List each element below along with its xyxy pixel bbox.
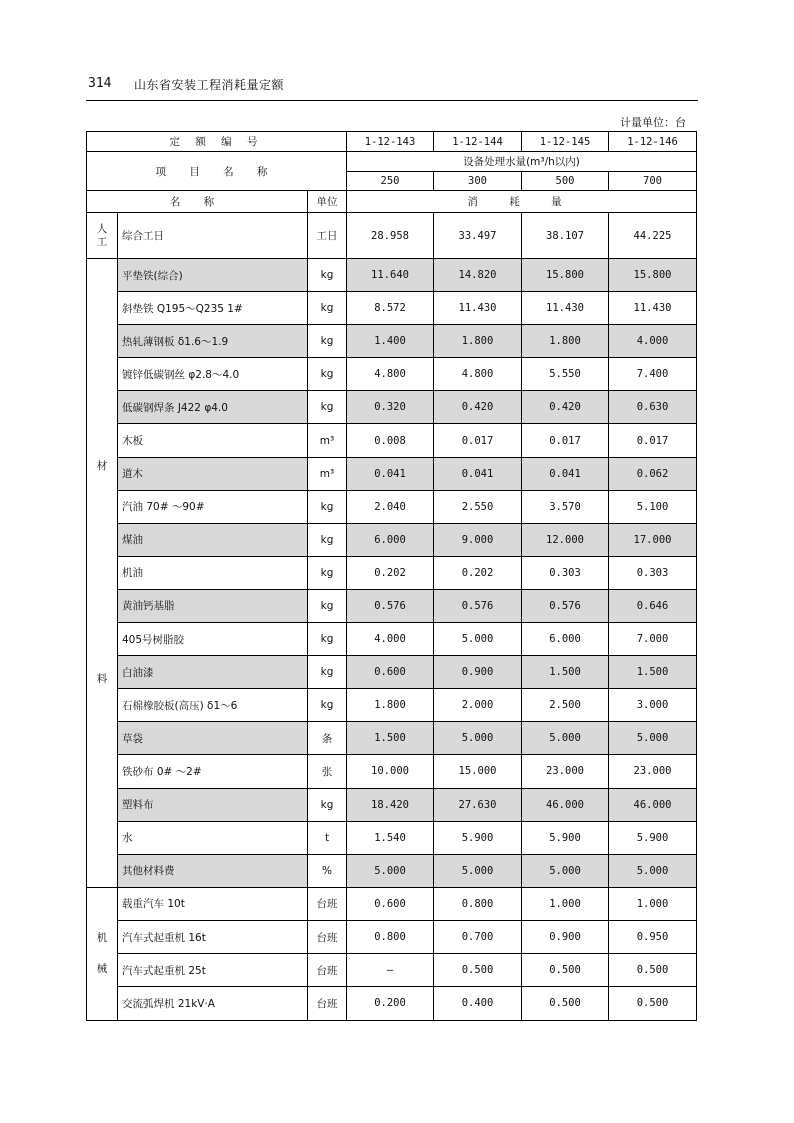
item-unit: 台班 [308, 920, 347, 953]
item-unit: kg [308, 325, 347, 358]
item-unit: 条 [308, 722, 347, 755]
item-name: 白油漆 [118, 656, 308, 689]
item-name: 汽车式起重机 25t [118, 954, 308, 987]
item-name: 煤油 [118, 523, 308, 556]
item-name: 草袋 [118, 722, 308, 755]
table-row [87, 656, 697, 689]
consumption-value: 1.500 [609, 656, 697, 689]
consumption-value: 0.041 [434, 457, 522, 490]
item-unit: kg [308, 259, 347, 292]
consumption-value: 0.500 [522, 954, 609, 987]
consumption-value: 23.000 [522, 755, 609, 788]
consumption-value: 14.820 [434, 259, 522, 292]
item-unit: kg [308, 689, 347, 722]
consumption-value: 0.303 [609, 556, 697, 589]
consumption-value: 4.000 [347, 623, 434, 656]
item-unit: 台班 [308, 987, 347, 1020]
consumption-value: 0.041 [347, 457, 434, 490]
page-number: 314 [88, 76, 112, 91]
item-unit: kg [308, 523, 347, 556]
item-unit: kg [308, 292, 347, 325]
item-name: 平垫铁(综合) [118, 259, 308, 292]
table-row [87, 325, 697, 358]
consumption-value: 11.640 [347, 259, 434, 292]
consumption-value: 5.100 [609, 490, 697, 523]
consumption-value: 0.646 [609, 589, 697, 622]
item-unit: kg [308, 656, 347, 689]
quota-code: 1-12-145 [522, 132, 609, 152]
consumption-value: 5.550 [522, 358, 609, 391]
quota-code-row [87, 132, 697, 152]
consumption-value: 2.500 [522, 689, 609, 722]
param-value: 700 [609, 172, 697, 191]
consumption-value: 0.202 [347, 556, 434, 589]
consumption-value: 38.107 [522, 213, 609, 259]
consumption-value: 44.225 [609, 213, 697, 259]
item-unit: kg [308, 788, 347, 821]
item-unit: kg [308, 623, 347, 656]
consumption-value: 0.017 [434, 424, 522, 457]
consumption-value: 15.800 [522, 259, 609, 292]
consumption-value: 0.900 [522, 920, 609, 953]
consumption-value: 0.950 [609, 920, 697, 953]
consumption-value: 0.400 [434, 987, 522, 1020]
item-name: 其他材料费 [118, 854, 308, 887]
table-row [87, 589, 697, 622]
consumption-value: 23.000 [609, 755, 697, 788]
item-unit: 工日 [308, 213, 347, 259]
consumption-value: 0.600 [347, 887, 434, 920]
item-name: 综合工日 [118, 213, 308, 259]
consumption-value: 0.017 [609, 424, 697, 457]
consumption-value: 17.000 [609, 523, 697, 556]
table-row [87, 987, 697, 1020]
section-label: 材 料 [87, 259, 118, 888]
table-row [87, 722, 697, 755]
consumption-value: 0.800 [434, 887, 522, 920]
item-name: 交流弧焊机 21kV·A [118, 987, 308, 1020]
consumption-value: 5.000 [434, 623, 522, 656]
table-row [87, 623, 697, 656]
consumption-value: 27.630 [434, 788, 522, 821]
consumption-value: 0.800 [347, 920, 434, 953]
consumption-value: 46.000 [609, 788, 697, 821]
item-name: 机油 [118, 556, 308, 589]
item-name: 塑料布 [118, 788, 308, 821]
consumption-value: 0.500 [522, 987, 609, 1020]
consumption-value: 2.550 [434, 490, 522, 523]
consumption-value: 5.000 [609, 854, 697, 887]
item-name: 水 [118, 821, 308, 854]
consumption-value: 0.420 [434, 391, 522, 424]
section-label: 机 械 [87, 887, 118, 1020]
table-row [87, 755, 697, 788]
column-header-row [87, 191, 697, 213]
table-row [87, 920, 697, 953]
consumption-value: 1.500 [347, 722, 434, 755]
table-row [87, 523, 697, 556]
consumption-value: 0.576 [347, 589, 434, 622]
table-row [87, 391, 697, 424]
consumption-value: 3.000 [609, 689, 697, 722]
quota-table [86, 131, 697, 1021]
quota-code: 1-12-143 [347, 132, 434, 152]
item-name-label: 项 目 名 称 [87, 152, 347, 191]
consumption-value: 1.500 [522, 656, 609, 689]
consumption-value: 3.570 [522, 490, 609, 523]
consumption-value: 5.000 [522, 722, 609, 755]
consumption-value: 9.000 [434, 523, 522, 556]
table-row [87, 358, 697, 391]
table-row [87, 556, 697, 589]
param-row [87, 152, 697, 172]
table-row [87, 490, 697, 523]
quota-code: 1-12-144 [434, 132, 522, 152]
consumption-value: 7.000 [609, 623, 697, 656]
consumption-value: 1.800 [522, 325, 609, 358]
item-name: 载重汽车 10t [118, 887, 308, 920]
consumption-value: 33.497 [434, 213, 522, 259]
item-name: 汽车式起重机 16t [118, 920, 308, 953]
table-row [87, 689, 697, 722]
item-name: 汽油 70# ～90# [118, 490, 308, 523]
table-row [87, 424, 697, 457]
table-row [87, 788, 697, 821]
table-row [87, 954, 697, 987]
consumption-value: 0.576 [522, 589, 609, 622]
consumption-value: 1.000 [522, 887, 609, 920]
param-value: 300 [434, 172, 522, 191]
item-name: 镀锌低碳钢丝 φ2.8～4.0 [118, 358, 308, 391]
consumption-value: 0.630 [609, 391, 697, 424]
table-row [87, 887, 697, 920]
consumption-value: 0.576 [434, 589, 522, 622]
consumption-value: 5.000 [434, 722, 522, 755]
consumption-value: 10.000 [347, 755, 434, 788]
consumption-value: 0.041 [522, 457, 609, 490]
table-row [87, 854, 697, 887]
consumption-value: 15.000 [434, 755, 522, 788]
consumption-value: 0.900 [434, 656, 522, 689]
item-unit: % [308, 854, 347, 887]
consumption-value: 5.900 [434, 821, 522, 854]
consumption-value: 0.017 [522, 424, 609, 457]
col-consumption-label: 消 耗 量 [347, 191, 697, 213]
consumption-value: 5.000 [347, 854, 434, 887]
param-value: 500 [522, 172, 609, 191]
consumption-value: 1.400 [347, 325, 434, 358]
item-name: 斜垫铁 Q195～Q235 1# [118, 292, 308, 325]
item-unit: kg [308, 589, 347, 622]
consumption-value: 11.430 [522, 292, 609, 325]
consumption-value: 0.320 [347, 391, 434, 424]
consumption-value: 0.500 [609, 954, 697, 987]
consumption-value: 4.800 [434, 358, 522, 391]
consumption-value: 5.900 [522, 821, 609, 854]
consumption-value: 11.430 [434, 292, 522, 325]
table-row [87, 259, 697, 292]
item-unit: m³ [308, 424, 347, 457]
item-unit: kg [308, 556, 347, 589]
unit-note: 计量单位：台 [620, 116, 686, 129]
consumption-value: 5.000 [522, 854, 609, 887]
col-name-label: 名 称 [87, 191, 308, 213]
consumption-value: 28.958 [347, 213, 434, 259]
consumption-value: 1.540 [347, 821, 434, 854]
quota-code: 1-12-146 [609, 132, 697, 152]
item-unit: kg [308, 391, 347, 424]
consumption-value: 0.500 [609, 987, 697, 1020]
item-name: 铁砂布 0# ～2# [118, 755, 308, 788]
consumption-value: 15.800 [609, 259, 697, 292]
item-name: 石棉橡胶板(高压) δ1～6 [118, 689, 308, 722]
consumption-value: 1.800 [347, 689, 434, 722]
item-name: 木板 [118, 424, 308, 457]
page-header [86, 68, 698, 101]
consumption-value: 8.572 [347, 292, 434, 325]
consumption-value: 0.202 [434, 556, 522, 589]
consumption-value: 0.062 [609, 457, 697, 490]
consumption-value: 0.008 [347, 424, 434, 457]
consumption-value: — [347, 954, 434, 987]
consumption-value: 4.000 [609, 325, 697, 358]
consumption-value: 6.000 [347, 523, 434, 556]
item-name: 405号树脂胶 [118, 623, 308, 656]
consumption-value: 46.000 [522, 788, 609, 821]
consumption-value: 2.040 [347, 490, 434, 523]
section-label: 人 工 [87, 213, 118, 259]
item-unit: kg [308, 490, 347, 523]
consumption-value: 4.800 [347, 358, 434, 391]
consumption-value: 6.000 [522, 623, 609, 656]
table-row [87, 213, 697, 259]
consumption-value: 5.000 [609, 722, 697, 755]
consumption-value: 0.600 [347, 656, 434, 689]
consumption-value: 2.000 [434, 689, 522, 722]
item-name: 热轧薄钢板 δ1.6～1.9 [118, 325, 308, 358]
consumption-value: 1.000 [609, 887, 697, 920]
item-unit: kg [308, 358, 347, 391]
col-unit-label: 单位 [308, 191, 347, 213]
consumption-value: 0.500 [434, 954, 522, 987]
param-label: 设备处理水量(m³/h以内) [347, 152, 697, 172]
item-unit: 张 [308, 755, 347, 788]
table-row [87, 457, 697, 490]
table-row [87, 292, 697, 325]
item-unit: m³ [308, 457, 347, 490]
consumption-value: 1.800 [434, 325, 522, 358]
item-name: 低碳钢焊条 J422 φ4.0 [118, 391, 308, 424]
consumption-value: 7.400 [609, 358, 697, 391]
item-unit: t [308, 821, 347, 854]
consumption-value: 0.200 [347, 987, 434, 1020]
quota-code-label: 定 额 编 号 [87, 132, 347, 152]
consumption-value: 5.000 [434, 854, 522, 887]
consumption-value: 5.900 [609, 821, 697, 854]
consumption-value: 18.420 [347, 788, 434, 821]
consumption-value: 0.303 [522, 556, 609, 589]
consumption-value: 0.420 [522, 391, 609, 424]
table-row [87, 821, 697, 854]
book-title: 山东省安装工程消耗量定额 [134, 78, 285, 92]
consumption-value: 0.700 [434, 920, 522, 953]
consumption-value: 12.000 [522, 523, 609, 556]
item-unit: 台班 [308, 887, 347, 920]
consumption-value: 11.430 [609, 292, 697, 325]
item-name: 道木 [118, 457, 308, 490]
item-name: 黄油钙基脂 [118, 589, 308, 622]
param-value: 250 [347, 172, 434, 191]
item-unit: 台班 [308, 954, 347, 987]
